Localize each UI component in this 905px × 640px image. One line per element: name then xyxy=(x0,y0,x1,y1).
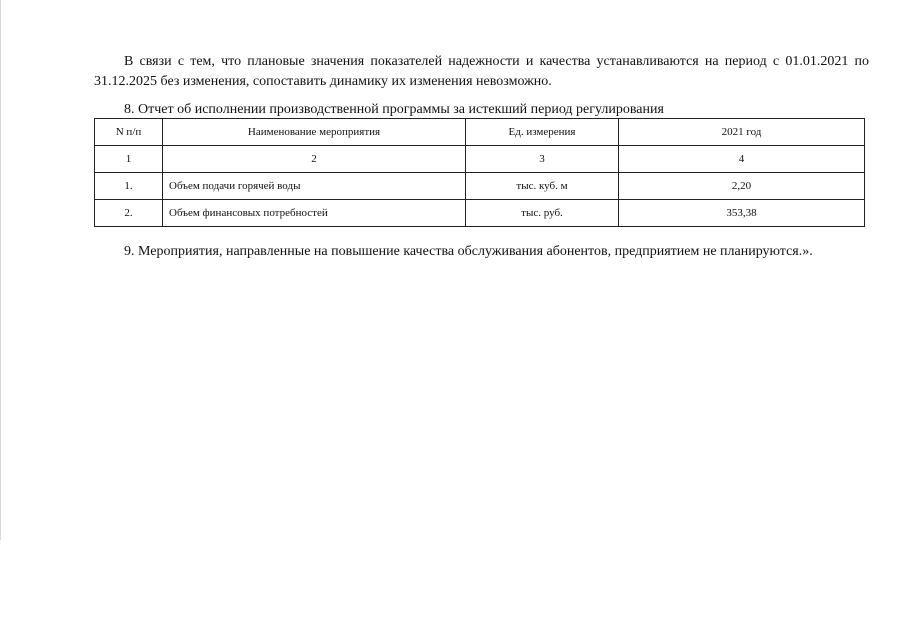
row-value-cell: 2,20 xyxy=(619,173,865,200)
row-name-cell: Объем подачи горячей воды xyxy=(163,173,466,200)
table-row xyxy=(95,200,865,227)
column-number-cell: 1 xyxy=(95,146,163,173)
row-unit-cell: тыс. руб. xyxy=(466,200,619,227)
header-cell-year: 2021 год xyxy=(619,119,865,146)
column-number-cell: 3 xyxy=(466,146,619,173)
header-cell-name: Наименование мероприятия xyxy=(163,119,466,146)
row-value-cell: 353,38 xyxy=(619,200,865,227)
page-edge-line xyxy=(0,0,1,540)
header-cell-unit: Ед. измерения xyxy=(466,119,619,146)
section-9-text: 9. Мероприятия, направленные на повышение качества обслуживания абонентов, предприятием не планируются.». xyxy=(124,244,813,259)
section-8-title: 8. Отчет об исполнении производственной программы за истекший период регулирования xyxy=(124,102,664,117)
table-column-numbers-row xyxy=(95,146,865,173)
column-number-cell: 2 xyxy=(163,146,466,173)
production-program-report-table xyxy=(94,118,865,227)
row-unit-cell: тыс. куб. м xyxy=(466,173,619,200)
header-cell-number: N п/п xyxy=(95,119,163,146)
table-header-row xyxy=(95,119,865,146)
row-number-cell: 2. xyxy=(95,200,163,227)
paragraph-reliability-note: В связи с тем, что плановые значения показателей надежности и качества устанавливаются на период с 01.01.2021 по 31.12.2025 без изменения, сопоставить динамику их изменения невозможно. xyxy=(94,54,869,89)
table-row xyxy=(95,173,865,200)
row-number-cell: 1. xyxy=(95,173,163,200)
column-number-cell: 4 xyxy=(619,146,865,173)
row-name-cell: Объем финансовых потребностей xyxy=(163,200,466,227)
